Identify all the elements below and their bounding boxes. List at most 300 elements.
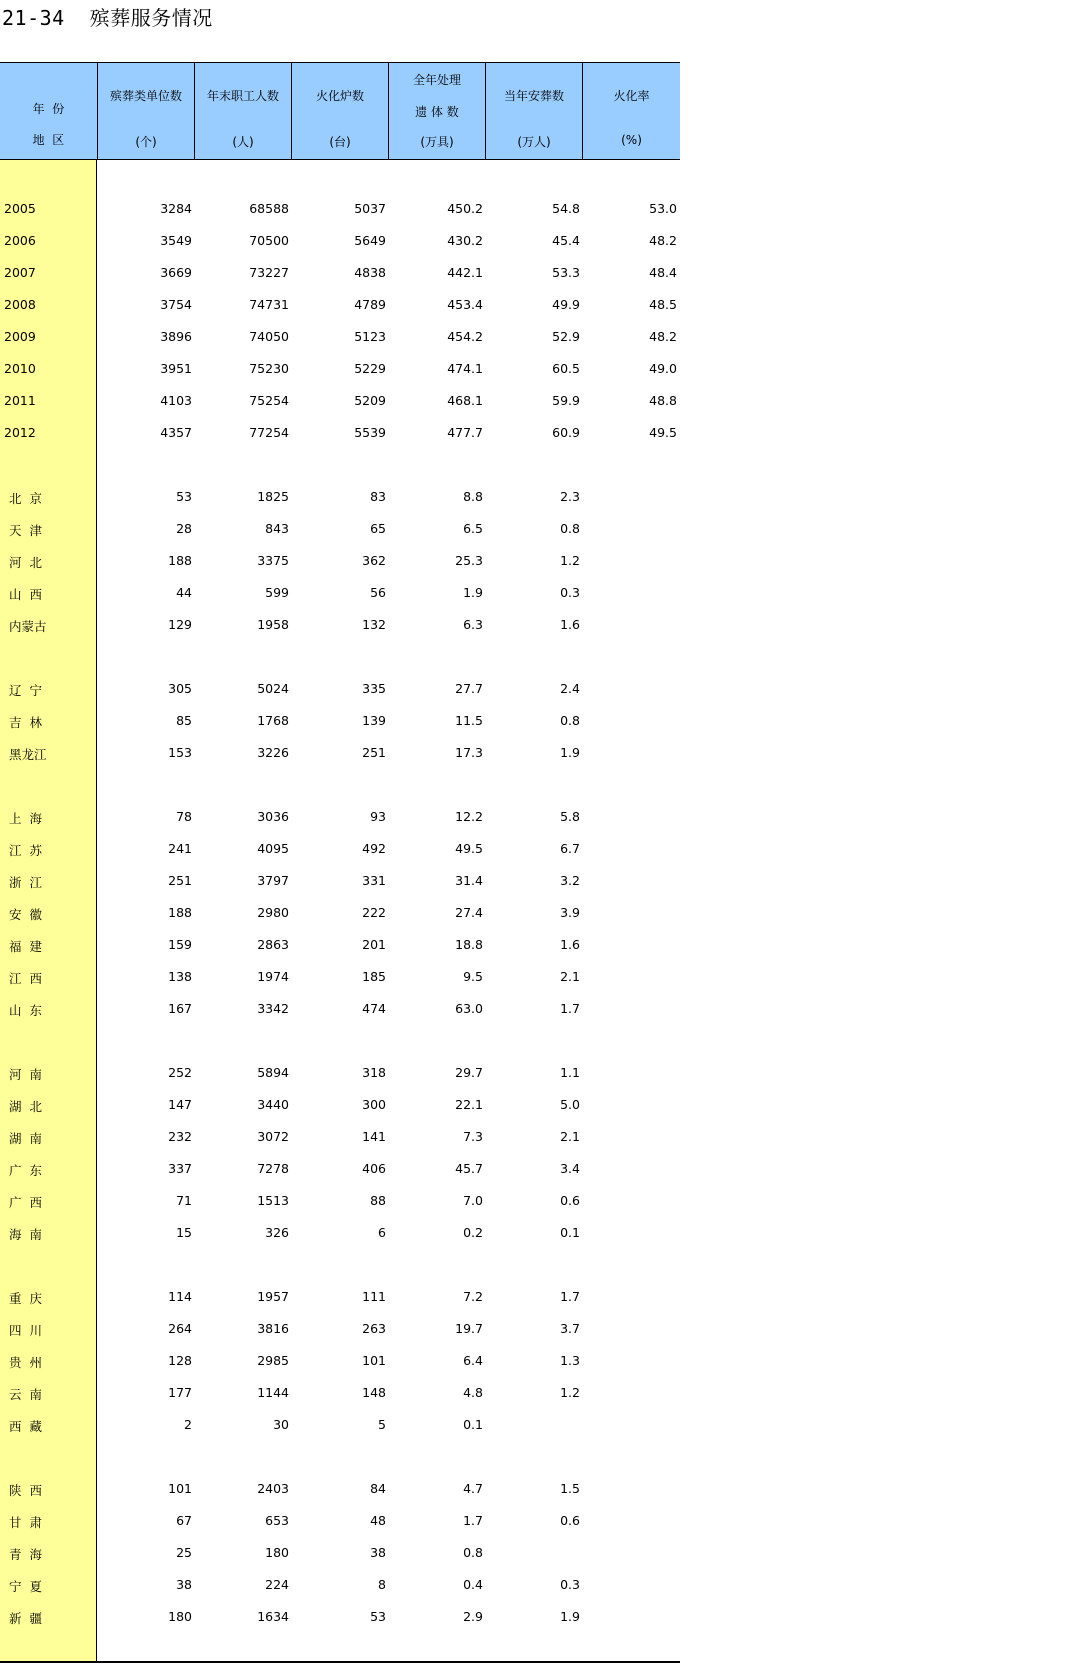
cell-value: 0.1 [560, 1225, 580, 1240]
cell-value: 3.9 [560, 905, 580, 920]
header-col-4 [389, 63, 486, 159]
row-label: 江 西 [9, 971, 42, 986]
cell-value: 0.8 [560, 521, 580, 536]
table-row [0, 1095, 680, 1115]
row-label: 2008 [4, 297, 36, 312]
cell-value: 1513 [257, 1193, 289, 1208]
page-title: 21-34 殡葬服务情况 [2, 6, 213, 30]
cell-value: 68588 [249, 201, 289, 216]
cell-value: 188 [168, 553, 192, 568]
cell-value: 53.0 [649, 201, 677, 216]
cell-value: 5894 [257, 1065, 289, 1080]
cell-value: 31.4 [455, 873, 483, 888]
cell-value: 3.4 [560, 1161, 580, 1176]
cell-value: 5037 [354, 201, 386, 216]
cell-value: 3896 [160, 329, 192, 344]
cell-value: 251 [168, 873, 192, 888]
row-label: 黑龙江 [9, 747, 47, 762]
table-row [0, 519, 680, 539]
cell-value: 4789 [354, 297, 386, 312]
cell-value: 5 [378, 1417, 386, 1432]
cell-value: 53.3 [552, 265, 580, 280]
row-label: 青 海 [9, 1547, 42, 1562]
cell-value: 3.7 [560, 1321, 580, 1336]
table-row [0, 1383, 680, 1403]
cell-value: 60.9 [552, 425, 580, 440]
cell-value: 84 [370, 1481, 386, 1496]
cell-value: 2.9 [463, 1609, 483, 1624]
table-row [0, 263, 680, 283]
cell-value: 5.0 [560, 1097, 580, 1112]
cell-value: 468.1 [447, 393, 483, 408]
row-label: 湖 北 [9, 1099, 42, 1114]
cell-value: 4357 [160, 425, 192, 440]
row-label: 甘 肃 [9, 1515, 42, 1530]
cell-value: 167 [168, 1001, 192, 1016]
cell-value: 128 [168, 1353, 192, 1368]
table-bottom-border [0, 1661, 680, 1663]
cell-value: 5024 [257, 681, 289, 696]
cell-value: 3036 [257, 809, 289, 824]
cell-value: 141 [362, 1129, 386, 1144]
header-col-unit: (个) [135, 135, 157, 149]
cell-value: 8.8 [463, 489, 483, 504]
row-label: 海 南 [9, 1227, 42, 1242]
cell-value: 2 [184, 1417, 192, 1432]
cell-value: 4103 [160, 393, 192, 408]
cell-value: 224 [265, 1577, 289, 1592]
cell-value: 843 [265, 521, 289, 536]
cell-value: 1.7 [463, 1513, 483, 1528]
cell-value: 18.8 [455, 937, 483, 952]
cell-value: 147 [168, 1097, 192, 1112]
cell-value: 1.9 [463, 585, 483, 600]
cell-value: 0.6 [560, 1513, 580, 1528]
row-label: 2005 [4, 201, 36, 216]
row-label: 内蒙古 [9, 619, 47, 634]
row-label: 河 南 [9, 1067, 42, 1082]
cell-value: 3440 [257, 1097, 289, 1112]
row-label: 广 东 [9, 1163, 42, 1178]
table-row [0, 295, 680, 315]
cell-value: 6 [378, 1225, 386, 1240]
cell-value: 6.4 [463, 1353, 483, 1368]
header-col-unit: (万具) [420, 135, 454, 149]
cell-value: 88 [370, 1193, 386, 1208]
cell-value: 5649 [354, 233, 386, 248]
row-label: 广 西 [9, 1195, 42, 1210]
cell-value: 1958 [257, 617, 289, 632]
row-label: 江 苏 [9, 843, 42, 858]
cell-value: 74731 [249, 297, 289, 312]
cell-value: 241 [168, 841, 192, 856]
row-label: 陕 西 [9, 1483, 42, 1498]
table-row [0, 359, 680, 379]
cell-value: 0.6 [560, 1193, 580, 1208]
cell-value: 7.2 [463, 1289, 483, 1304]
table-row [0, 1319, 680, 1339]
cell-value: 2.1 [560, 1129, 580, 1144]
table-row [0, 1063, 680, 1083]
row-label: 2012 [4, 425, 36, 440]
cell-value: 3549 [160, 233, 192, 248]
cell-value: 180 [265, 1545, 289, 1560]
cell-value: 15 [176, 1225, 192, 1240]
cell-value: 45.7 [455, 1161, 483, 1176]
cell-value: 232 [168, 1129, 192, 1144]
row-label: 福 建 [9, 939, 42, 954]
cell-value: 111 [362, 1289, 386, 1304]
cell-value: 19.7 [455, 1321, 483, 1336]
cell-value: 38 [370, 1545, 386, 1560]
header-col-label: 遗 体 数 [415, 105, 459, 119]
header-col-2 [195, 63, 292, 159]
header-col-unit: (%) [621, 133, 642, 147]
header-stub [0, 63, 98, 159]
cell-value: 3951 [160, 361, 192, 376]
cell-value: 93 [370, 809, 386, 824]
table-row [0, 967, 680, 987]
cell-value: 53 [176, 489, 192, 504]
cell-value: 1634 [257, 1609, 289, 1624]
cell-value: 48.5 [649, 297, 677, 312]
cell-value: 6.5 [463, 521, 483, 536]
cell-value: 27.7 [455, 681, 483, 696]
cell-value: 52.9 [552, 329, 580, 344]
cell-value: 326 [265, 1225, 289, 1240]
cell-value: 5229 [354, 361, 386, 376]
table-row [0, 679, 680, 699]
table-row [0, 1607, 680, 1627]
cell-value: 7278 [257, 1161, 289, 1176]
cell-value: 48.2 [649, 233, 677, 248]
cell-value: 1.6 [560, 617, 580, 632]
cell-value: 0.1 [463, 1417, 483, 1432]
table-row [0, 903, 680, 923]
cell-value: 1144 [257, 1385, 289, 1400]
row-label: 吉 林 [9, 715, 42, 730]
cell-value: 3754 [160, 297, 192, 312]
cell-value: 138 [168, 969, 192, 984]
table-row [0, 1415, 680, 1435]
row-label: 2009 [4, 329, 36, 344]
cell-value: 85 [176, 713, 192, 728]
cell-value: 22.1 [455, 1097, 483, 1112]
cell-value: 44 [176, 585, 192, 600]
cell-value: 3072 [257, 1129, 289, 1144]
cell-value: 54.8 [552, 201, 580, 216]
cell-value: 0.8 [560, 713, 580, 728]
cell-value: 1.9 [560, 745, 580, 760]
cell-value: 53 [370, 1609, 386, 1624]
cell-value: 180 [168, 1609, 192, 1624]
header-col-unit: (万人) [517, 135, 551, 149]
cell-value: 6.3 [463, 617, 483, 632]
row-label: 浙 江 [9, 875, 42, 890]
table-row [0, 743, 680, 763]
table-row [0, 1287, 680, 1307]
cell-value: 430.2 [447, 233, 483, 248]
cell-value: 453.4 [447, 297, 483, 312]
cell-value: 25.3 [455, 553, 483, 568]
cell-value: 75254 [249, 393, 289, 408]
cell-value: 3797 [257, 873, 289, 888]
cell-value: 48.4 [649, 265, 677, 280]
table-row [0, 1191, 680, 1211]
cell-value: 159 [168, 937, 192, 952]
cell-value: 30 [273, 1417, 289, 1432]
cell-value: 17.3 [455, 745, 483, 760]
cell-value: 7.0 [463, 1193, 483, 1208]
cell-value: 71 [176, 1193, 192, 1208]
cell-value: 6.7 [560, 841, 580, 856]
cell-value: 0.3 [560, 1577, 580, 1592]
cell-value: 49.5 [649, 425, 677, 440]
cell-value: 65 [370, 521, 386, 536]
row-label: 2007 [4, 265, 36, 280]
row-label: 宁 夏 [9, 1579, 42, 1594]
cell-value: 63.0 [455, 1001, 483, 1016]
cell-value: 1.7 [560, 1001, 580, 1016]
header-col-3 [292, 63, 389, 159]
cell-value: 8 [378, 1577, 386, 1592]
table-row [0, 1543, 680, 1563]
cell-value: 264 [168, 1321, 192, 1336]
cell-value: 77254 [249, 425, 289, 440]
cell-value: 2985 [257, 1353, 289, 1368]
row-label: 西 藏 [9, 1419, 42, 1434]
table-row [0, 935, 680, 955]
table-row [0, 1511, 680, 1531]
row-label: 河 北 [9, 555, 42, 570]
table-row [0, 487, 680, 507]
cell-value: 56 [370, 585, 386, 600]
cell-value: 300 [362, 1097, 386, 1112]
cell-value: 83 [370, 489, 386, 504]
header-col-unit: (台) [329, 135, 351, 149]
cell-value: 2.3 [560, 489, 580, 504]
cell-value: 201 [362, 937, 386, 952]
cell-value: 1.3 [560, 1353, 580, 1368]
cell-value: 49.5 [455, 841, 483, 856]
cell-value: 28 [176, 521, 192, 536]
cell-value: 177 [168, 1385, 192, 1400]
cell-value: 148 [362, 1385, 386, 1400]
cell-value: 0.2 [463, 1225, 483, 1240]
row-label: 北 京 [9, 491, 42, 506]
table-row [0, 1159, 680, 1179]
cell-value: 362 [362, 553, 386, 568]
cell-value: 1.2 [560, 553, 580, 568]
table-row [0, 839, 680, 859]
table-row [0, 231, 680, 251]
cell-value: 5209 [354, 393, 386, 408]
cell-value: 2.4 [560, 681, 580, 696]
header-col-unit: (人) [232, 135, 254, 149]
header-col-5 [486, 63, 583, 159]
table-row [0, 551, 680, 571]
row-label: 山 东 [9, 1003, 42, 1018]
row-label: 贵 州 [9, 1355, 42, 1370]
cell-value: 263 [362, 1321, 386, 1336]
cell-value: 3342 [257, 1001, 289, 1016]
header-col-label: 年末职工人数 [206, 89, 279, 103]
cell-value: 3375 [257, 553, 289, 568]
cell-value: 1825 [257, 489, 289, 504]
cell-value: 337 [168, 1161, 192, 1176]
row-label: 2011 [4, 393, 36, 408]
cell-value: 0.8 [463, 1545, 483, 1560]
table-row [0, 327, 680, 347]
cell-value: 7.3 [463, 1129, 483, 1144]
header-col-label: 火化炉数 [315, 89, 364, 103]
cell-value: 442.1 [447, 265, 483, 280]
table-row [0, 1223, 680, 1243]
row-label: 重 庆 [9, 1291, 42, 1306]
cell-value: 114 [168, 1289, 192, 1304]
cell-value: 1957 [257, 1289, 289, 1304]
cell-value: 335 [362, 681, 386, 696]
row-label: 新 疆 [9, 1611, 42, 1626]
cell-value: 3.2 [560, 873, 580, 888]
table-header [0, 63, 680, 160]
cell-value: 48 [370, 1513, 386, 1528]
cell-value: 653 [265, 1513, 289, 1528]
cell-value: 1.6 [560, 937, 580, 952]
cell-value: 101 [362, 1353, 386, 1368]
cell-value: 11.5 [455, 713, 483, 728]
cell-value: 599 [265, 585, 289, 600]
row-label: 2010 [4, 361, 36, 376]
cell-value: 75230 [249, 361, 289, 376]
cell-value: 5539 [354, 425, 386, 440]
cell-value: 450.2 [447, 201, 483, 216]
cell-value: 78 [176, 809, 192, 824]
cell-value: 9.5 [463, 969, 483, 984]
cell-value: 185 [362, 969, 386, 984]
cell-value: 0.3 [560, 585, 580, 600]
row-label: 云 南 [9, 1387, 42, 1402]
cell-value: 3816 [257, 1321, 289, 1336]
cell-value: 1.2 [560, 1385, 580, 1400]
table-row [0, 999, 680, 1019]
cell-value: 3669 [160, 265, 192, 280]
cell-value: 252 [168, 1065, 192, 1080]
cell-value: 29.7 [455, 1065, 483, 1080]
table-row [0, 615, 680, 635]
cell-value: 73227 [249, 265, 289, 280]
table-row [0, 1479, 680, 1499]
cell-value: 2403 [257, 1481, 289, 1496]
cell-value: 492 [362, 841, 386, 856]
cell-value: 1.9 [560, 1609, 580, 1624]
table-row [0, 1351, 680, 1371]
header-stub-year: 年 份 [32, 102, 65, 116]
cell-value: 0.4 [463, 1577, 483, 1592]
cell-value: 1.7 [560, 1289, 580, 1304]
cell-value: 1.1 [560, 1065, 580, 1080]
cell-value: 454.2 [447, 329, 483, 344]
cell-value: 45.4 [552, 233, 580, 248]
table-row [0, 1575, 680, 1595]
table-row [0, 583, 680, 603]
cell-value: 153 [168, 745, 192, 760]
cell-value: 67 [176, 1513, 192, 1528]
cell-value: 3226 [257, 745, 289, 760]
cell-value: 222 [362, 905, 386, 920]
table-row [0, 1127, 680, 1147]
cell-value: 27.4 [455, 905, 483, 920]
cell-value: 251 [362, 745, 386, 760]
cell-value: 12.2 [455, 809, 483, 824]
row-label: 上 海 [9, 811, 42, 826]
cell-value: 474 [362, 1001, 386, 1016]
row-label: 四 川 [9, 1323, 42, 1338]
table-row [0, 391, 680, 411]
cell-value: 5.8 [560, 809, 580, 824]
cell-value: 101 [168, 1481, 192, 1496]
cell-value: 25 [176, 1545, 192, 1560]
cell-value: 474.1 [447, 361, 483, 376]
header-col-label: 殡葬类单位数 [109, 89, 182, 103]
header-col-6 [583, 63, 680, 159]
cell-value: 5123 [354, 329, 386, 344]
cell-value: 331 [362, 873, 386, 888]
cell-value: 132 [362, 617, 386, 632]
header-col-label: 当年安葬数 [503, 89, 564, 103]
cell-value: 406 [362, 1161, 386, 1176]
row-label: 辽 宁 [9, 683, 42, 698]
cell-value: 4.7 [463, 1481, 483, 1496]
table-row [0, 711, 680, 731]
cell-value: 305 [168, 681, 192, 696]
table-row [0, 807, 680, 827]
row-label: 安 徽 [9, 907, 42, 922]
cell-value: 139 [362, 713, 386, 728]
cell-value: 2.1 [560, 969, 580, 984]
cell-value: 3284 [160, 201, 192, 216]
cell-value: 4.8 [463, 1385, 483, 1400]
header-stub-region: 地 区 [32, 133, 65, 147]
cell-value: 4095 [257, 841, 289, 856]
cell-value: 188 [168, 905, 192, 920]
cell-value: 2863 [257, 937, 289, 952]
row-label: 天 津 [9, 523, 42, 538]
cell-value: 74050 [249, 329, 289, 344]
cell-value: 49.9 [552, 297, 580, 312]
cell-value: 60.5 [552, 361, 580, 376]
cell-value: 477.7 [447, 425, 483, 440]
row-label: 2006 [4, 233, 36, 248]
table-row [0, 871, 680, 891]
cell-value: 59.9 [552, 393, 580, 408]
cell-value: 129 [168, 617, 192, 632]
cell-value: 4838 [354, 265, 386, 280]
cell-value: 318 [362, 1065, 386, 1080]
header-col-1 [98, 63, 195, 159]
cell-value: 38 [176, 1577, 192, 1592]
header-col-label: 全年处理 [412, 73, 461, 87]
cell-value: 49.0 [649, 361, 677, 376]
cell-value: 48.2 [649, 329, 677, 344]
cell-value: 48.8 [649, 393, 677, 408]
table-row [0, 423, 680, 443]
cell-value: 70500 [249, 233, 289, 248]
table-row [0, 199, 680, 219]
row-label: 山 西 [9, 587, 42, 602]
cell-value: 1974 [257, 969, 289, 984]
row-label: 湖 南 [9, 1131, 42, 1146]
